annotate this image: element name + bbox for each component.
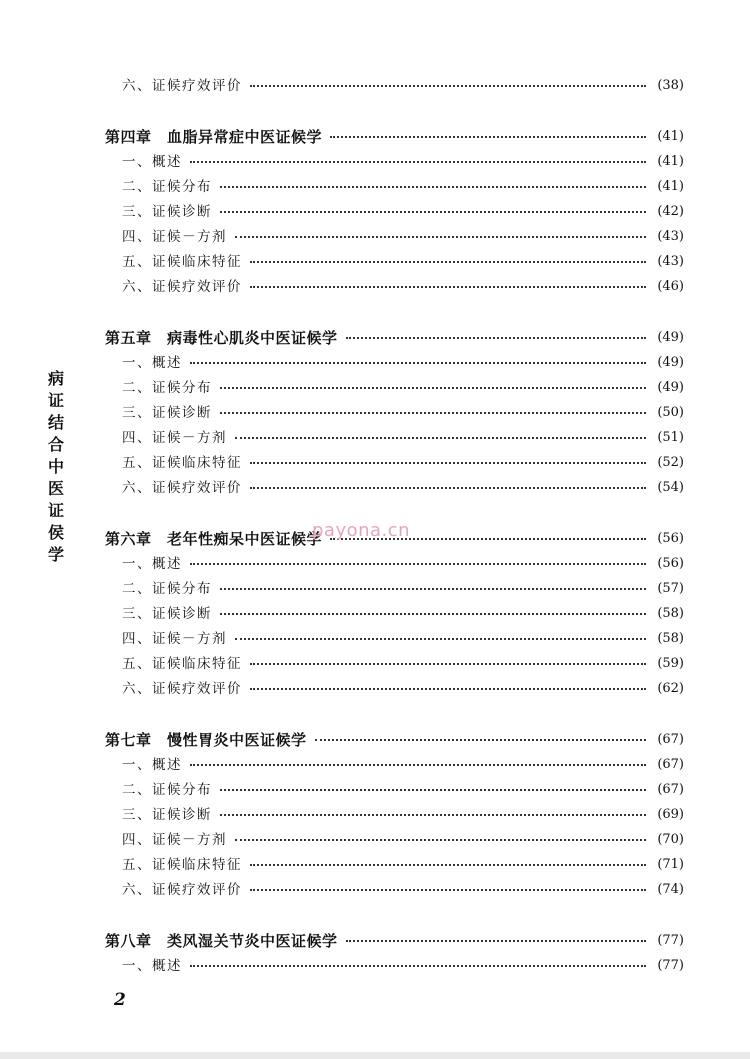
page-reference: (49) <box>657 355 684 370</box>
page-reference: (38) <box>657 78 684 93</box>
toc-section-row <box>0 778 750 802</box>
toc-section-row <box>0 677 750 701</box>
section-title: 三、证候诊断 <box>122 204 212 220</box>
page-reference: (70) <box>657 832 684 847</box>
toc-section-row <box>0 225 750 249</box>
toc-chapter-row <box>0 728 750 752</box>
page-reference: (56) <box>657 556 684 571</box>
toc-section-row <box>0 577 750 601</box>
section-title: 五、证候临床特征 <box>122 254 242 270</box>
chapter-title: 第八章 类风湿关节炎中医证候学 <box>105 932 338 950</box>
toc-section-row <box>0 602 750 626</box>
toc-chapter-row <box>0 929 750 953</box>
page-reference: (58) <box>657 606 684 621</box>
side-title-char: 侯 <box>47 523 64 542</box>
section-title: 六、证候疗效评价 <box>122 882 242 898</box>
toc-section-row <box>0 175 750 199</box>
page-reference: (56) <box>657 531 684 546</box>
dot-leader <box>190 161 646 163</box>
section-title: 六、证候疗效评价 <box>122 279 242 295</box>
page-reference: (62) <box>657 681 684 696</box>
toc-section-row <box>0 753 750 777</box>
page-reference: (42) <box>657 204 684 219</box>
toc-section-row <box>0 150 750 174</box>
toc-section-row <box>0 351 750 375</box>
dot-leader <box>235 839 646 841</box>
section-title: 一、概述 <box>122 556 182 572</box>
dot-leader <box>220 211 646 213</box>
section-title: 三、证候诊断 <box>122 807 212 823</box>
section-title: 一、概述 <box>122 757 182 773</box>
page-reference: (49) <box>657 380 684 395</box>
toc-section-row <box>0 954 750 978</box>
page-reference: (43) <box>657 254 684 269</box>
section-title: 二、证候分布 <box>122 179 212 195</box>
dot-leader <box>250 462 646 464</box>
page-reference: (77) <box>657 958 684 973</box>
dot-leader <box>235 236 646 238</box>
dot-leader <box>250 261 646 263</box>
dot-leader <box>250 85 646 87</box>
page-reference: (57) <box>657 581 684 596</box>
dot-leader <box>250 864 646 866</box>
section-title: 一、概述 <box>122 154 182 170</box>
page-reference: (49) <box>657 330 684 345</box>
toc-chapter-row <box>0 125 750 149</box>
dot-leader <box>346 337 646 339</box>
dot-leader <box>250 286 646 288</box>
section-title: 四、证候－方剂 <box>122 229 227 245</box>
page-reference: (43) <box>657 229 684 244</box>
toc-section-row <box>0 476 750 500</box>
dot-leader <box>220 814 646 816</box>
page-reference: (71) <box>657 857 684 872</box>
page-reference: (67) <box>657 732 684 747</box>
toc-section-row <box>0 74 750 98</box>
section-title: 六、证候疗效评价 <box>122 681 242 697</box>
toc-section-row <box>0 828 750 852</box>
dot-leader <box>250 487 646 489</box>
page-reference: (67) <box>657 782 684 797</box>
section-title: 五、证候临床特征 <box>122 656 242 672</box>
dot-leader <box>190 362 646 364</box>
toc-section-row <box>0 200 750 224</box>
bottom-scan-edge <box>0 1052 750 1059</box>
dot-leader <box>220 613 646 615</box>
toc-section-row <box>0 451 750 475</box>
page-reference: (41) <box>657 129 684 144</box>
toc-section-row <box>0 250 750 274</box>
section-title: 六、证候疗效评价 <box>122 480 242 496</box>
toc-section-row <box>0 401 750 425</box>
section-title: 四、证候－方剂 <box>122 631 227 647</box>
chapter-title: 第六章 老年性痴呆中医证候学 <box>105 530 323 548</box>
section-title: 一、概述 <box>122 958 182 974</box>
page-reference: (52) <box>657 455 684 470</box>
dot-leader <box>346 940 646 942</box>
side-title-char: 证 <box>47 501 64 520</box>
dot-leader <box>250 663 646 665</box>
section-title: 三、证候诊断 <box>122 405 212 421</box>
side-title-char: 中 <box>47 457 64 476</box>
section-title: 五、证候临床特征 <box>122 857 242 873</box>
page-reference: (41) <box>657 179 684 194</box>
side-title-char: 病 <box>47 369 64 388</box>
section-title: 二、证候分布 <box>122 782 212 798</box>
chapter-title: 第七章 慢性胃炎中医证候学 <box>105 731 307 749</box>
dot-leader <box>190 563 646 565</box>
page-reference: (46) <box>657 279 684 294</box>
page-reference: (77) <box>657 933 684 948</box>
page-reference: (58) <box>657 631 684 646</box>
section-title: 五、证候临床特征 <box>122 455 242 471</box>
dot-leader <box>220 588 646 590</box>
toc-section-row <box>0 803 750 827</box>
dot-leader <box>235 437 646 439</box>
toc-section-row <box>0 376 750 400</box>
page-reference: (50) <box>657 405 684 420</box>
dot-leader <box>190 965 646 967</box>
chapter-title: 第五章 病毒性心肌炎中医证候学 <box>105 329 338 347</box>
dot-leader <box>330 136 646 138</box>
page-reference: (54) <box>657 480 684 495</box>
dot-leader <box>250 688 646 690</box>
section-title: 三、证候诊断 <box>122 606 212 622</box>
toc-section-row <box>0 652 750 676</box>
dot-leader <box>190 764 646 766</box>
chapter-title: 第四章 血脂异常症中医证候学 <box>105 128 323 146</box>
section-title: 四、证候－方剂 <box>122 832 227 848</box>
toc-section-row <box>0 878 750 902</box>
page-number: 2 <box>114 990 126 1010</box>
dot-leader <box>220 412 646 414</box>
side-title-char: 证 <box>47 391 64 410</box>
dot-leader <box>220 789 646 791</box>
section-title: 二、证候分布 <box>122 380 212 396</box>
toc-section-row <box>0 853 750 877</box>
side-title-char: 结 <box>47 413 64 432</box>
side-title-char: 医 <box>47 479 64 498</box>
side-title-char: 合 <box>47 435 64 454</box>
side-title-char: 学 <box>47 545 64 564</box>
dot-leader <box>220 186 646 188</box>
toc-section-row <box>0 426 750 450</box>
page-reference: (51) <box>657 430 684 445</box>
watermark: payona.cn <box>312 520 411 541</box>
page-reference: (74) <box>657 882 684 897</box>
section-title: 二、证候分布 <box>122 581 212 597</box>
section-title: 一、概述 <box>122 355 182 371</box>
page-reference: (41) <box>657 154 684 169</box>
toc-section-row <box>0 627 750 651</box>
dot-leader <box>250 889 646 891</box>
section-title: 四、证候－方剂 <box>122 430 227 446</box>
section-title: 六、证候疗效评价 <box>122 78 242 94</box>
page-reference: (67) <box>657 757 684 772</box>
dot-leader <box>220 387 646 389</box>
dot-leader <box>235 638 646 640</box>
page-reference: (59) <box>657 656 684 671</box>
toc-section-row <box>0 552 750 576</box>
dot-leader <box>315 739 646 741</box>
page-reference: (69) <box>657 807 684 822</box>
toc-chapter-row <box>0 326 750 350</box>
toc-section-row <box>0 275 750 299</box>
